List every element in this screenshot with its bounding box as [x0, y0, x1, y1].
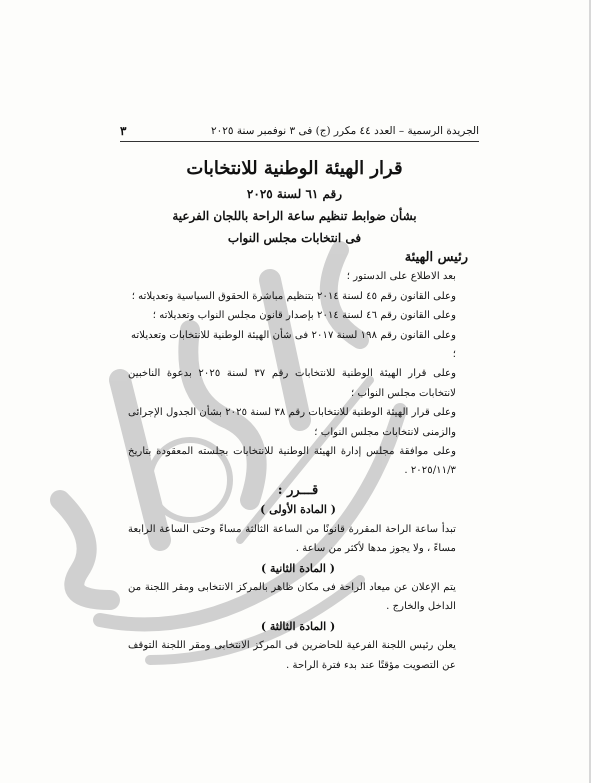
- header-rule: [120, 141, 479, 142]
- preamble-item: وعلى قرار الهيئة الوطنية للانتخابات رقم ٣٨ لسنة ٢٠٢٥ بشأن الجدول الإجرائى والزمنى لانتخابات مجلس النواب ؛: [128, 407, 457, 438]
- article-text: يتم الإعلان عن ميعاد الراحة فى مكان ظاهر بالمركز الانتخابى ومقر اللجنة من الداخل والخارج .: [128, 581, 456, 613]
- gazette-header: [120, 123, 479, 139]
- preamble-item: وعلى القانون رقم ٤٥ لسنة ٢٠١٤ بتنظيم مباشرة الحقوق السياسية وتعديلاته ؛: [131, 290, 456, 302]
- preamble-item: وعلى قرار الهيئة الوطنية للانتخابات رقم ٣٧ لسنة ٢٠٢٥ بدعوة الناخبين لانتخابات مجلس النواب ؛: [128, 368, 456, 399]
- article-text: يعلن رئيس اللجنة الفرعية للحاضرين فى المركز الانتخابى ومقر اللجنة التوقف عن التصويت مؤقتًا عند بدء فترة الراحة .: [128, 640, 456, 671]
- article-heading: ( المادة الثانية ): [260, 561, 336, 575]
- preamble-item: وعلى القانون رقم ٤٦ لسنة ٢٠١٤ بإصدار قانون مجلس النواب وتعديلاته ؛: [152, 310, 456, 322]
- article-text: تبدأ ساعة الراحة المقررة قانونًا من الساعة الثالثة مساءً وحتى الساعة الرابعة مساءً ، ولا يجوز مدها لأكثر من ساعة .: [128, 523, 456, 555]
- preamble-item: وعلى القانون رقم ١٩٨ لسنة ٢٠١٧ فى شأن الهيئة الوطنية للانتخابات وتعديلاته ؛: [130, 329, 456, 361]
- article-heading: ( المادة الأولى ): [260, 503, 336, 517]
- decision-body: [128, 248, 468, 675]
- decision-title: قرار الهيئة الوطنية للانتخابات: [186, 158, 403, 179]
- preamble-item: بعد الاطلاع على الدستور ؛: [346, 271, 456, 283]
- publication-line: الجريدة الرسمية – العدد ٤٤ مكرر (ج) فى ٣ نوفمبر سنة ٢٠٢٥: [210, 125, 479, 137]
- decision-subject-line1: بشأن ضوابط تنظيم ساعة الراحة باللجان الفرعية: [172, 209, 417, 223]
- preamble-item: وعلى موافقة مجلس إدارة الهيئة الوطنية للانتخابات بجلسته المعقودة بتاريخ ٢٠٢٥/١١/٣ .: [128, 446, 456, 477]
- article-heading: ( المادة الثالثة ): [260, 619, 336, 633]
- decision-number: رقم ٦١ لسنة ٢٠٢٥: [246, 187, 343, 201]
- decree-heading: قـــرر :: [277, 482, 319, 498]
- chairman-heading: رئيس الهيئة: [404, 250, 468, 265]
- decision-subject-line2: فى انتخابات مجلس النواب: [227, 231, 362, 245]
- page-number: ٣: [120, 124, 127, 138]
